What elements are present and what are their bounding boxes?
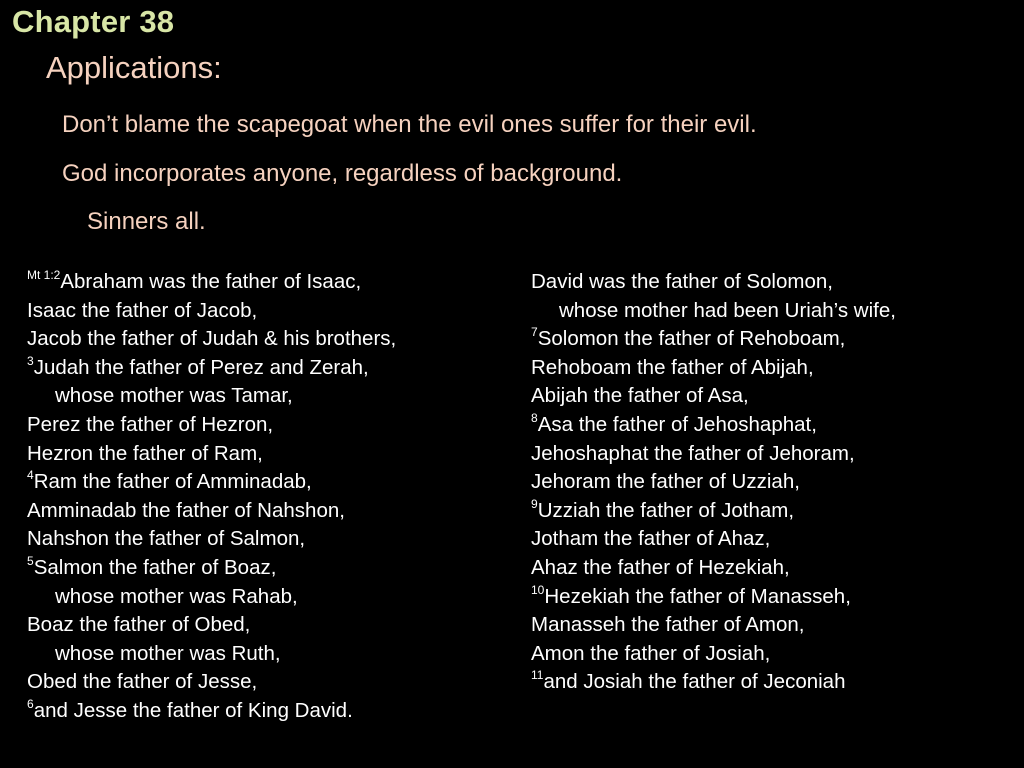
verse-reference: 6 bbox=[27, 696, 34, 711]
application-point-sinners: Sinners all. bbox=[87, 208, 206, 235]
genealogy-text: Jotham the father of Ahaz, bbox=[531, 527, 771, 551]
genealogy-text: Hezron the father of Ram, bbox=[27, 441, 263, 465]
genealogy-line bbox=[531, 497, 896, 526]
genealogy-line bbox=[531, 668, 896, 697]
genealogy-line bbox=[27, 497, 396, 526]
application-point-scapegoat: Don’t blame the scapegoat when the evil ones suffer for their evil. bbox=[62, 111, 757, 138]
genealogy-text: and Josiah the father of Jeconiah bbox=[543, 670, 846, 694]
verse-reference: Mt 1:2 bbox=[27, 268, 61, 282]
genealogy-text: Amon the father of Josiah, bbox=[531, 641, 771, 665]
genealogy-line bbox=[27, 640, 396, 669]
genealogy-text: Hezekiah the father of Manasseh, bbox=[544, 584, 851, 608]
genealogy-line bbox=[531, 297, 896, 326]
genealogy-line bbox=[27, 354, 396, 383]
genealogy-text: Isaac the father of Jacob, bbox=[27, 298, 258, 322]
genealogy-line bbox=[27, 525, 396, 554]
genealogy-text: Jehoshaphat the father of Jehoram, bbox=[531, 441, 855, 465]
genealogy-text: Asa the father of Jehoshaphat, bbox=[537, 412, 817, 436]
verse-reference: 7 bbox=[531, 325, 538, 340]
genealogy-text: and Jesse the father of King David. bbox=[33, 698, 353, 722]
genealogy-line bbox=[27, 583, 396, 612]
genealogy-line bbox=[531, 583, 896, 612]
verse-reference: 10 bbox=[531, 582, 545, 597]
genealogy-line bbox=[27, 411, 396, 440]
chapter-title: Chapter 38 bbox=[12, 4, 175, 39]
genealogy-line bbox=[531, 354, 896, 383]
genealogy-line bbox=[27, 268, 396, 297]
genealogy-line bbox=[531, 325, 896, 354]
genealogy-text: Obed the father of Jesse, bbox=[27, 670, 258, 694]
genealogy-text: Jehoram the father of Uzziah, bbox=[531, 470, 800, 494]
genealogy-line bbox=[531, 611, 896, 640]
genealogy-text: Uzziah the father of Jotham, bbox=[537, 498, 795, 522]
verse-reference: 8 bbox=[531, 410, 538, 425]
genealogy-text: Solomon the father of Rehoboam, bbox=[537, 327, 846, 351]
application-point-incorporates: God incorporates anyone, regardless of background. bbox=[62, 160, 623, 187]
genealogy-line bbox=[27, 325, 396, 354]
genealogy-column-left bbox=[27, 268, 396, 726]
verse-reference: 9 bbox=[531, 496, 538, 511]
verse-reference: 4 bbox=[27, 468, 34, 483]
genealogy-text: Ram the father of Amminadab, bbox=[33, 470, 312, 494]
genealogy-text: whose mother was Tamar, bbox=[55, 384, 293, 408]
genealogy-text: David was the father of Solomon, bbox=[531, 270, 833, 293]
verse-reference: 3 bbox=[27, 353, 34, 368]
genealogy-text: Ahaz the father of Hezekiah, bbox=[531, 555, 790, 579]
genealogy-line bbox=[531, 440, 896, 469]
genealogy-text: Rehoboam the father of Abijah, bbox=[531, 355, 814, 379]
genealogy-line bbox=[27, 468, 396, 497]
genealogy-text: Perez the father of Hezron, bbox=[27, 412, 274, 436]
verse-reference: 5 bbox=[27, 553, 34, 568]
genealogy-line bbox=[27, 440, 396, 469]
applications-heading: Applications: bbox=[46, 50, 222, 85]
genealogy-line bbox=[531, 268, 896, 297]
genealogy-line bbox=[531, 525, 896, 554]
genealogy-text: whose mother was Rahab, bbox=[55, 584, 298, 608]
genealogy-text: whose mother was Ruth, bbox=[55, 641, 281, 665]
genealogy-line bbox=[27, 668, 396, 697]
genealogy-text: Boaz the father of Obed, bbox=[27, 613, 251, 637]
genealogy-line bbox=[27, 382, 396, 411]
genealogy-column-right bbox=[531, 268, 896, 697]
genealogy-text: Nahshon the father of Salmon, bbox=[27, 527, 306, 551]
genealogy-line bbox=[531, 382, 896, 411]
genealogy-text: Abraham was the father of Isaac, bbox=[60, 270, 362, 293]
genealogy-line bbox=[531, 554, 896, 583]
genealogy-line bbox=[531, 640, 896, 669]
genealogy-line bbox=[531, 468, 896, 497]
genealogy-text: Amminadab the father of Nahshon, bbox=[27, 498, 345, 522]
genealogy-line bbox=[27, 697, 396, 726]
genealogy-text: Judah the father of Perez and Zerah, bbox=[33, 355, 369, 379]
genealogy-text: whose mother had been Uriah’s wife, bbox=[559, 298, 896, 322]
genealogy-text: Abijah the father of Asa, bbox=[531, 384, 749, 408]
genealogy-text: Salmon the father of Boaz, bbox=[33, 555, 277, 579]
verse-reference: 11 bbox=[531, 668, 544, 683]
genealogy-line bbox=[531, 411, 896, 440]
genealogy-line bbox=[27, 611, 396, 640]
genealogy-text: Manasseh the father of Amon, bbox=[531, 613, 805, 637]
genealogy-text: Jacob the father of Judah & his brothers, bbox=[27, 327, 397, 351]
genealogy-line bbox=[27, 554, 396, 583]
genealogy-line bbox=[27, 297, 396, 326]
